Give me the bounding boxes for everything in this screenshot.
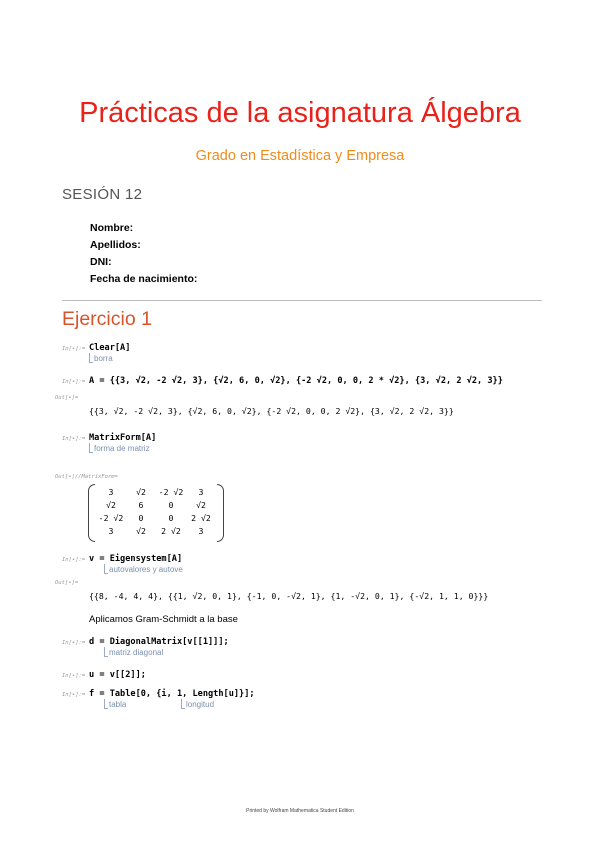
input-label: In[•]:= — [62, 640, 86, 646]
matrix-cell: 3 — [198, 525, 204, 536]
matrix-cell: 3 — [108, 525, 114, 536]
matrix-cell: √2 — [196, 499, 206, 510]
matrix-table — [96, 485, 216, 537]
matrix-cell: 2 √2 — [161, 525, 181, 536]
code-hint: borra — [89, 353, 113, 363]
output-label: Out[•]//MatrixForm= — [55, 474, 118, 480]
code-hint: autovalores y autove — [104, 564, 183, 574]
matrix-row — [96, 524, 216, 537]
field-nombre: Nombre: — [90, 222, 134, 234]
input-label: In[•]:= — [62, 436, 86, 442]
code-clear[interactable]: Clear[A] — [89, 343, 131, 353]
code-hint: tabla — [104, 699, 126, 709]
code-diagonal[interactable]: d = DiagonalMatrix[v[[1]]]; — [89, 637, 229, 647]
page-subtitle: Grado en Estadística y Empresa — [195, 148, 405, 164]
code-assign-u[interactable]: u = v[[2]]; — [89, 670, 146, 680]
matrix-cell: 2 √2 — [191, 512, 211, 523]
matrix-cell: √2 — [136, 486, 146, 497]
matrix-cell: 0 — [168, 512, 174, 523]
matrix-cell: 0 — [168, 499, 174, 510]
code-hint: forma de matriz — [89, 443, 150, 453]
matrix-cell: √2 — [136, 525, 146, 536]
input-label: In[•]:= — [62, 346, 86, 352]
footer-note: Printed by Wolfram Mathematica Student Edition — [246, 808, 354, 814]
matrix-cell: 0 — [138, 512, 144, 523]
code-hint: matriz diagonal — [104, 647, 163, 657]
input-label: In[•]:= — [62, 557, 86, 563]
field-apellidos: Apellidos: — [90, 239, 141, 251]
matrix-display — [88, 484, 224, 540]
output-eigensystem: {{8, -4, 4, 4}, {{1, √2, 0, 1}, {-1, 0, -√2, 1}, {1, -√2, 0, 1}, {-√2, 1, 1, 0}}} — [89, 591, 489, 601]
input-label: In[•]:= — [62, 692, 86, 698]
output-label: Out[•]= — [55, 395, 79, 401]
matrix-right-bracket — [217, 484, 224, 542]
field-dni: DNI: — [90, 256, 112, 268]
code-eigensystem[interactable]: v = Eigensystem[A] — [89, 554, 183, 564]
text-note: Aplicamos Gram-Schmidt a la base — [89, 614, 238, 625]
matrix-cell: 6 — [138, 499, 144, 510]
input-label: In[•]:= — [62, 673, 86, 679]
matrix-cell: √2 — [106, 499, 116, 510]
page-title: Prácticas de la asignatura Álgebra — [79, 97, 521, 129]
input-label: In[•]:= — [62, 379, 86, 385]
code-hint: longitud — [181, 699, 214, 709]
code-define-matrix[interactable]: A = {{3, √2, -2 √2, 3}, {√2, 6, 0, √2}, {-2 √2, 0, 0, 2 * √2}, {3, √2, 2 √2, 3}} — [89, 376, 503, 386]
matrix-row — [96, 511, 216, 524]
matrix-row — [96, 485, 216, 498]
section-title: Ejercicio 1 — [62, 308, 152, 330]
session-heading: SESIÓN 12 — [62, 186, 143, 203]
matrix-cell: 3 — [108, 486, 114, 497]
output-label: Out[•]= — [55, 580, 79, 586]
matrix-left-bracket — [88, 484, 95, 542]
output-matrix-list: {{3, √2, -2 √2, 3}, {√2, 6, 0, √2}, {-2 √2, 0, 0, 2 √2}, {3, √2, 2 √2, 3}} — [89, 406, 454, 416]
section-divider — [62, 300, 542, 301]
code-table[interactable]: f = Table[0, {i, 1, Length[u]}]; — [89, 689, 255, 699]
field-fecha: Fecha de nacimiento: — [90, 273, 198, 285]
code-matrixform[interactable]: MatrixForm[A] — [89, 433, 157, 443]
matrix-cell: -2 √2 — [98, 512, 124, 523]
matrix-cell: -2 √2 — [158, 486, 184, 497]
matrix-row — [96, 498, 216, 511]
matrix-cell: 3 — [198, 486, 204, 497]
